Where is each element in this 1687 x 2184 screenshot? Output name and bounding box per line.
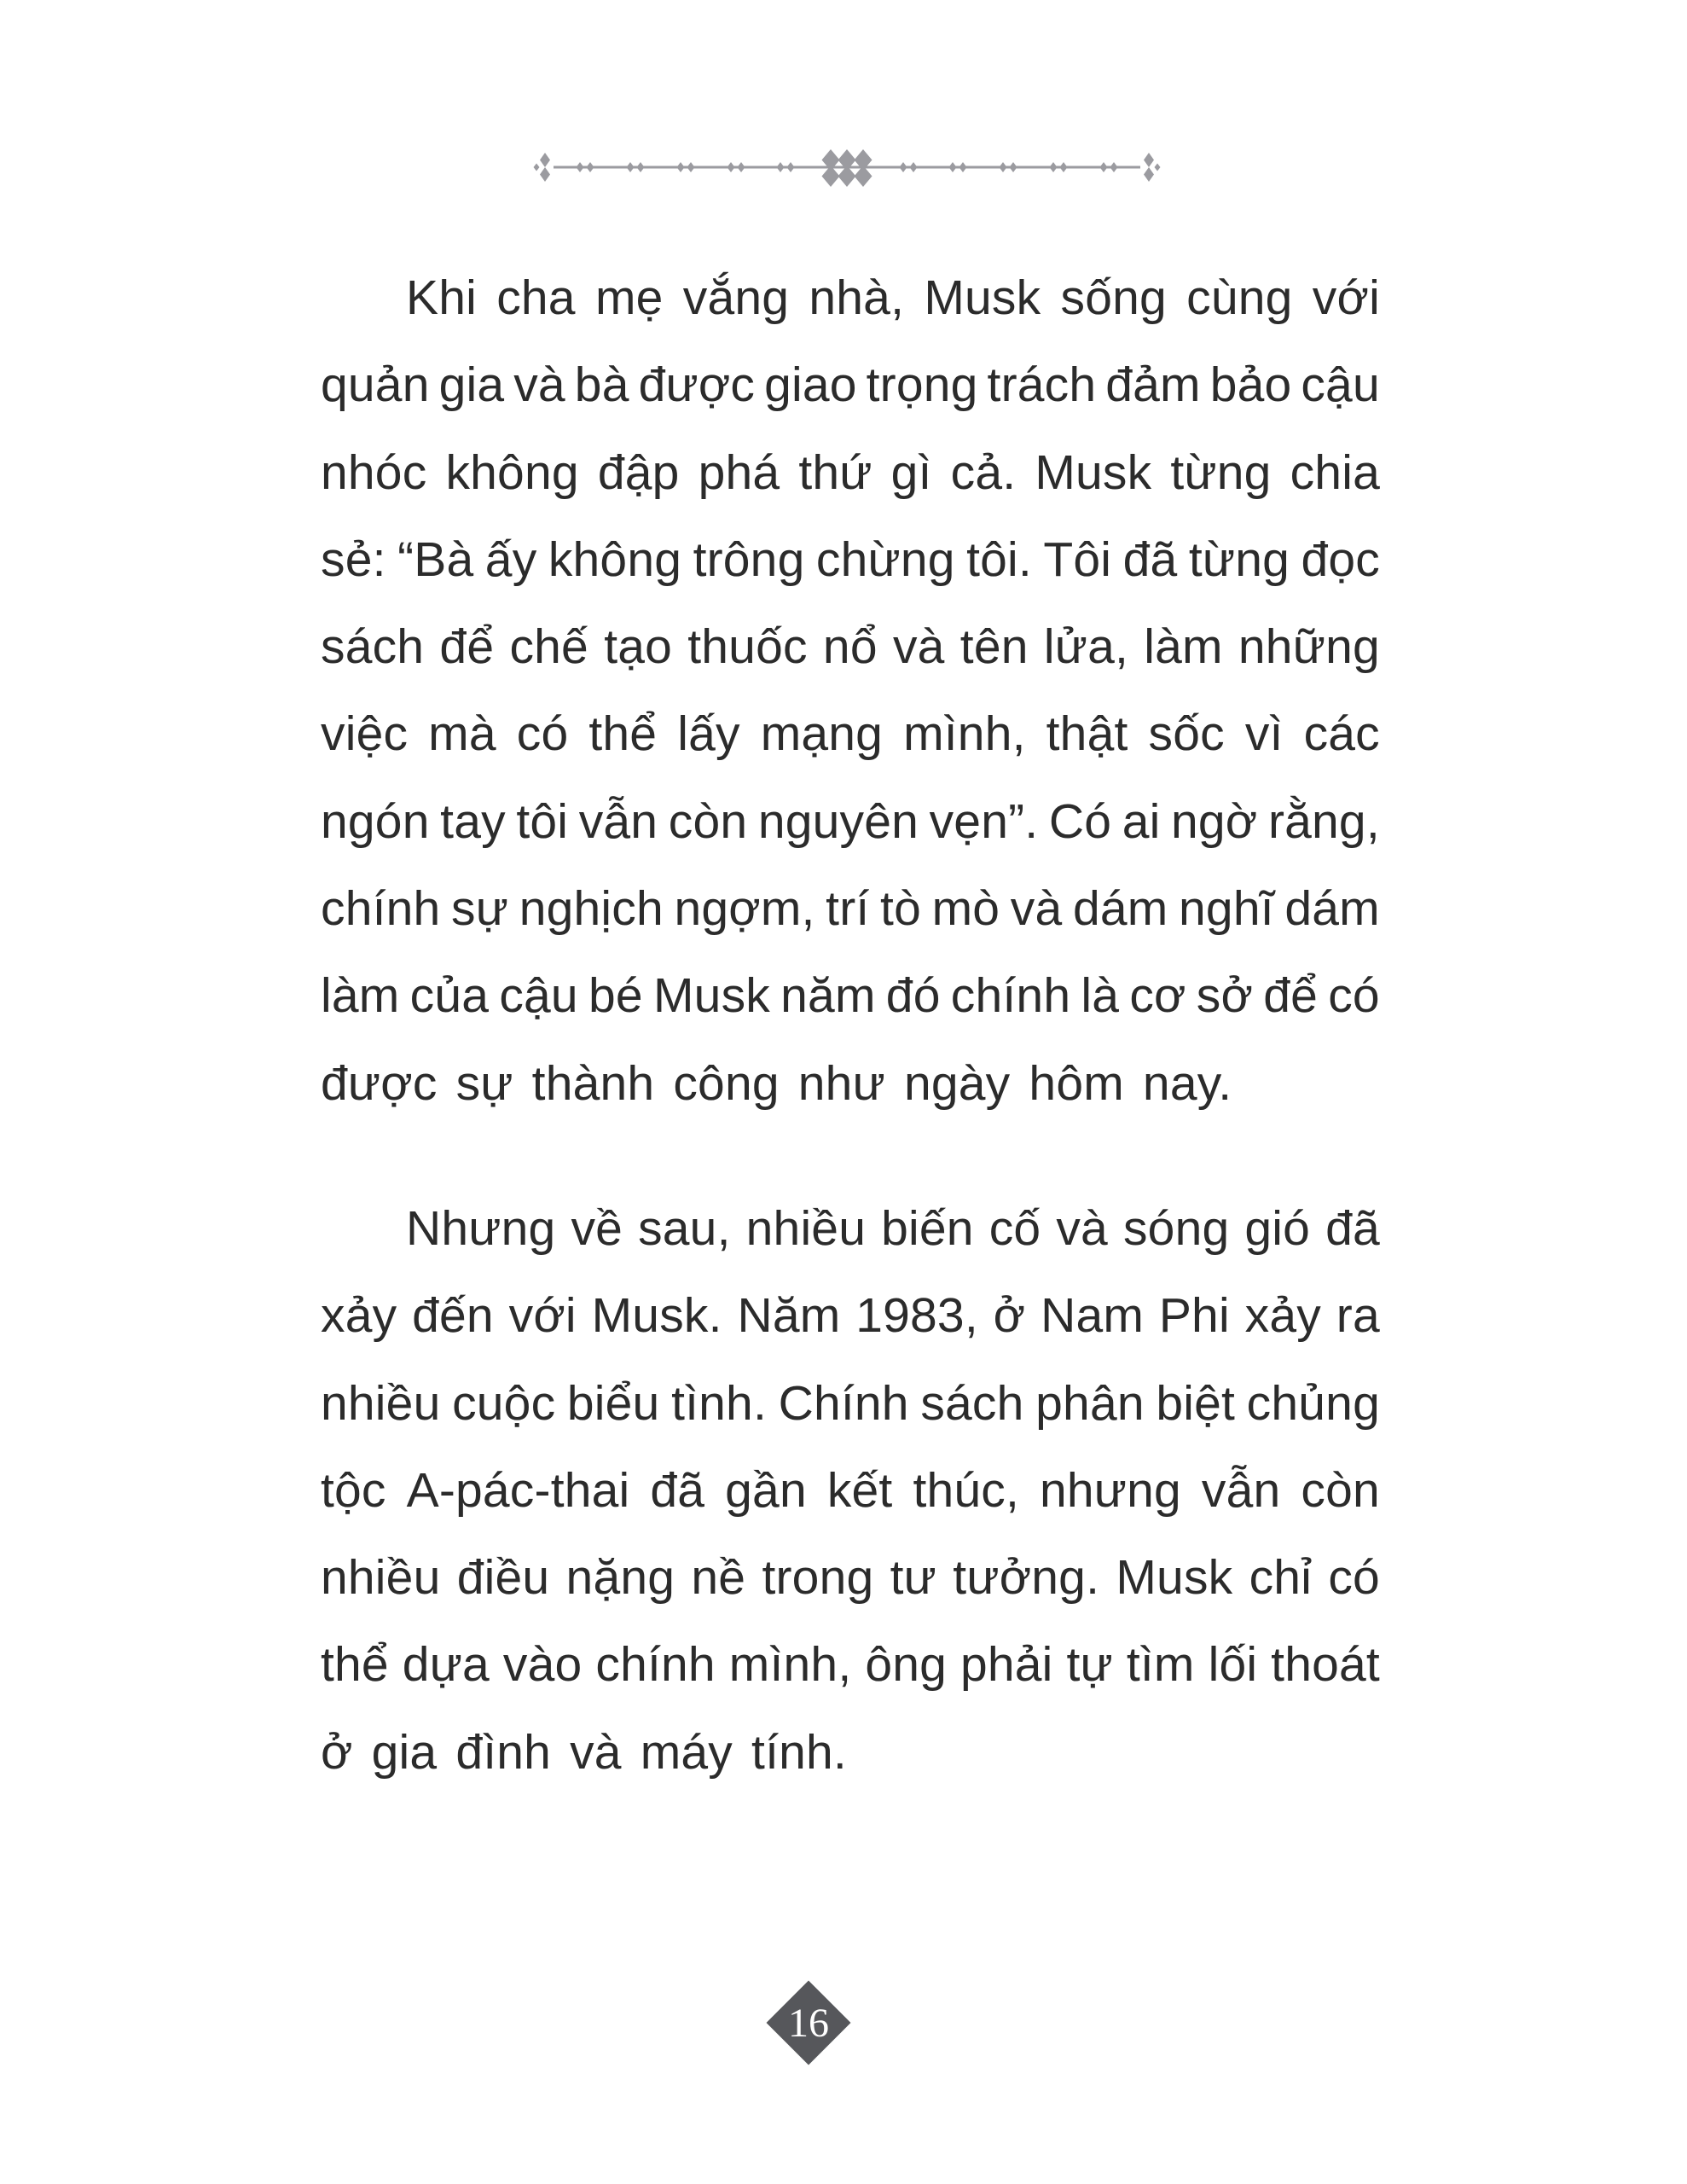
word: từng	[1188, 531, 1290, 587]
word: cùng	[1186, 270, 1293, 325]
word: lối	[1208, 1637, 1258, 1693]
word: của	[409, 968, 490, 1024]
word: chừng	[815, 531, 955, 587]
word: nghịch	[519, 881, 664, 937]
word: và	[892, 619, 945, 675]
word: đã	[1325, 1201, 1380, 1256]
word: đã	[650, 1462, 705, 1518]
word: trọng	[866, 357, 978, 413]
word: sẻ:	[321, 531, 386, 587]
word: cậu	[499, 968, 578, 1024]
paragraph	[321, 254, 1380, 1127]
word: bảo	[1209, 357, 1292, 413]
word: Phi	[1158, 1288, 1230, 1344]
word: xảy	[321, 1288, 397, 1344]
word: tay	[440, 793, 506, 849]
word: Musk	[652, 968, 770, 1024]
word: Năm	[737, 1288, 841, 1344]
word: để	[439, 619, 495, 675]
word: vào	[502, 1637, 583, 1693]
text-line	[321, 603, 1380, 690]
word: vẫn	[578, 793, 658, 849]
word: “Bà	[397, 531, 474, 587]
text-line	[321, 1360, 1380, 1447]
word: ngón	[321, 793, 430, 849]
word: và	[1056, 1201, 1108, 1256]
word: cha	[496, 270, 576, 325]
word: sóng	[1122, 1201, 1230, 1256]
word: để	[1263, 968, 1319, 1024]
word: ai	[1122, 793, 1161, 849]
word: dựa	[402, 1637, 490, 1693]
page-number-badge	[767, 1981, 851, 2065]
word: Tôi	[1043, 531, 1112, 587]
word: Khi	[406, 270, 477, 325]
word: ở	[993, 1288, 1026, 1344]
word: bé	[588, 968, 643, 1024]
word: đảm	[1105, 357, 1201, 413]
word: bà	[574, 357, 629, 413]
word: Musk.	[591, 1288, 722, 1344]
word: về	[571, 1201, 623, 1256]
word: ra	[1336, 1288, 1380, 1344]
text-line	[321, 690, 1380, 777]
word: thể	[588, 706, 658, 762]
word: nổ	[822, 619, 878, 675]
word: chính	[950, 968, 1071, 1024]
word: trong	[762, 1550, 874, 1606]
word: giao	[764, 357, 857, 413]
word: cố	[988, 1201, 1041, 1256]
word: nhiều	[321, 1550, 441, 1606]
word: tự	[1066, 1637, 1113, 1693]
word: trông	[693, 531, 805, 587]
word: phải	[959, 1637, 1053, 1693]
word: có	[516, 706, 569, 762]
word: mà	[428, 706, 496, 762]
text-line	[321, 778, 1380, 865]
word: Musk	[1035, 444, 1152, 500]
word: chủng	[1246, 1375, 1380, 1431]
word: tạo	[604, 619, 673, 675]
word: thúc,	[913, 1462, 1020, 1518]
word: nhóc	[321, 444, 427, 500]
word: gia	[438, 357, 505, 413]
word: chế	[509, 619, 588, 675]
word: với	[1312, 270, 1380, 325]
word: nhiều	[321, 1375, 441, 1431]
word: những	[1238, 619, 1380, 675]
word: mạng	[760, 706, 884, 762]
word: chỉ	[1249, 1550, 1313, 1606]
word: sốc	[1148, 706, 1225, 762]
word: đọc	[1301, 531, 1380, 587]
word: lửa,	[1043, 619, 1129, 675]
word: tưởng.	[953, 1550, 1100, 1606]
word: là	[1081, 968, 1120, 1024]
word: và	[1010, 881, 1063, 937]
text-line	[321, 865, 1380, 952]
word: cậu	[1301, 357, 1380, 413]
word: quản	[321, 357, 430, 413]
text-line: ở gia đình và máy tính.	[321, 1724, 847, 1780]
word: A-pác-thai	[406, 1462, 630, 1518]
word: không	[445, 444, 579, 500]
word: biệt	[1156, 1375, 1236, 1431]
word: biểu	[566, 1375, 660, 1431]
text-line	[321, 952, 1380, 1039]
word: tình.	[671, 1375, 767, 1431]
word: còn	[668, 793, 748, 849]
text-line	[321, 1621, 1380, 1708]
word: biến	[881, 1201, 974, 1256]
word: mẹ	[594, 270, 664, 325]
word: nghĩ	[1179, 881, 1274, 937]
word: ngợm,	[674, 881, 815, 937]
word: dám	[1072, 881, 1168, 937]
word: dám	[1284, 881, 1380, 937]
word: vì	[1244, 706, 1284, 762]
word: thứ	[798, 444, 872, 500]
word: ngờ	[1171, 793, 1258, 849]
word: trí	[826, 881, 870, 937]
word: sống	[1060, 270, 1167, 325]
text-line	[321, 429, 1380, 516]
text-line	[321, 516, 1380, 603]
word: sự	[451, 881, 509, 937]
word: việc	[321, 706, 409, 762]
word: ấy	[484, 531, 537, 587]
word: 1983,	[855, 1288, 978, 1344]
word: gần	[725, 1462, 807, 1518]
word: sở	[1196, 968, 1254, 1024]
word: gì	[890, 444, 932, 500]
word: năm	[780, 968, 876, 1024]
word: sách	[920, 1375, 1024, 1431]
word: Nam	[1041, 1288, 1145, 1344]
word: Chính	[778, 1375, 909, 1431]
word: các	[1303, 706, 1380, 762]
word: mình,	[728, 1637, 852, 1693]
word: phân	[1035, 1375, 1145, 1431]
word: Có	[1048, 793, 1112, 849]
word: Musk	[924, 270, 1041, 325]
word: nhiều	[745, 1201, 867, 1256]
word: tộc	[321, 1462, 386, 1518]
page-number: 16	[788, 2001, 829, 2046]
word: cả.	[950, 444, 1017, 500]
word: mình,	[903, 706, 1026, 762]
word: thật	[1046, 706, 1128, 762]
text-line	[321, 341, 1380, 428]
word: có	[1328, 1550, 1380, 1606]
word: cuộc	[452, 1375, 556, 1431]
word: tìm	[1126, 1637, 1195, 1693]
word: từng	[1170, 444, 1272, 500]
ornament-divider-icon	[531, 136, 1162, 198]
word: vắng	[682, 270, 790, 325]
word: và	[513, 357, 565, 413]
word: trách	[987, 357, 1097, 413]
word: nhưng	[1039, 1462, 1181, 1518]
word: gió	[1244, 1201, 1311, 1256]
word: tò	[880, 881, 921, 937]
word: nhà,	[809, 270, 905, 325]
word: lấy	[677, 706, 740, 762]
word: phá	[698, 444, 780, 500]
text-line: được sự thành công như ngày hôm nay.	[321, 1055, 1232, 1111]
word: đến	[412, 1288, 494, 1344]
word: cơ	[1129, 968, 1186, 1024]
word: xảy	[1244, 1288, 1321, 1344]
word: điều	[456, 1550, 550, 1606]
word: nề	[691, 1550, 746, 1606]
word: tên	[959, 619, 1029, 675]
word: mò	[931, 881, 1000, 937]
word: được	[638, 357, 756, 413]
word: làm	[321, 968, 400, 1024]
word: vẫn	[1201, 1462, 1281, 1518]
word: đã	[1122, 531, 1178, 587]
word: nặng	[565, 1550, 675, 1606]
paragraph	[321, 1185, 1380, 1796]
word: thoát	[1271, 1637, 1380, 1693]
word: tôi	[516, 793, 569, 849]
word: sau,	[638, 1201, 731, 1256]
word: Musk	[1116, 1550, 1233, 1606]
word: với	[508, 1288, 577, 1344]
text-line	[321, 1534, 1380, 1621]
word: tư	[890, 1550, 937, 1606]
word: sách	[321, 619, 425, 675]
word: có	[1328, 968, 1380, 1024]
word: đó	[885, 968, 941, 1024]
word: làm	[1144, 619, 1223, 675]
text-line	[321, 254, 1380, 341]
word: chính	[595, 1637, 716, 1693]
word: Nhưng	[406, 1201, 556, 1256]
word: tôi.	[966, 531, 1032, 587]
word: chính	[321, 881, 441, 937]
word: còn	[1301, 1462, 1380, 1518]
word: nguyên	[757, 793, 919, 849]
word: đập	[597, 444, 680, 500]
text-line	[321, 1185, 1380, 1272]
word: kết	[826, 1462, 893, 1518]
word: không	[548, 531, 682, 587]
word: chia	[1290, 444, 1380, 500]
word: thuốc	[687, 619, 808, 675]
word: ông	[865, 1637, 948, 1693]
word: rằng,	[1267, 793, 1380, 849]
text-line	[321, 1272, 1380, 1359]
word: vẹn”.	[929, 793, 1039, 849]
text-line	[321, 1447, 1380, 1534]
word: thể	[321, 1637, 389, 1693]
